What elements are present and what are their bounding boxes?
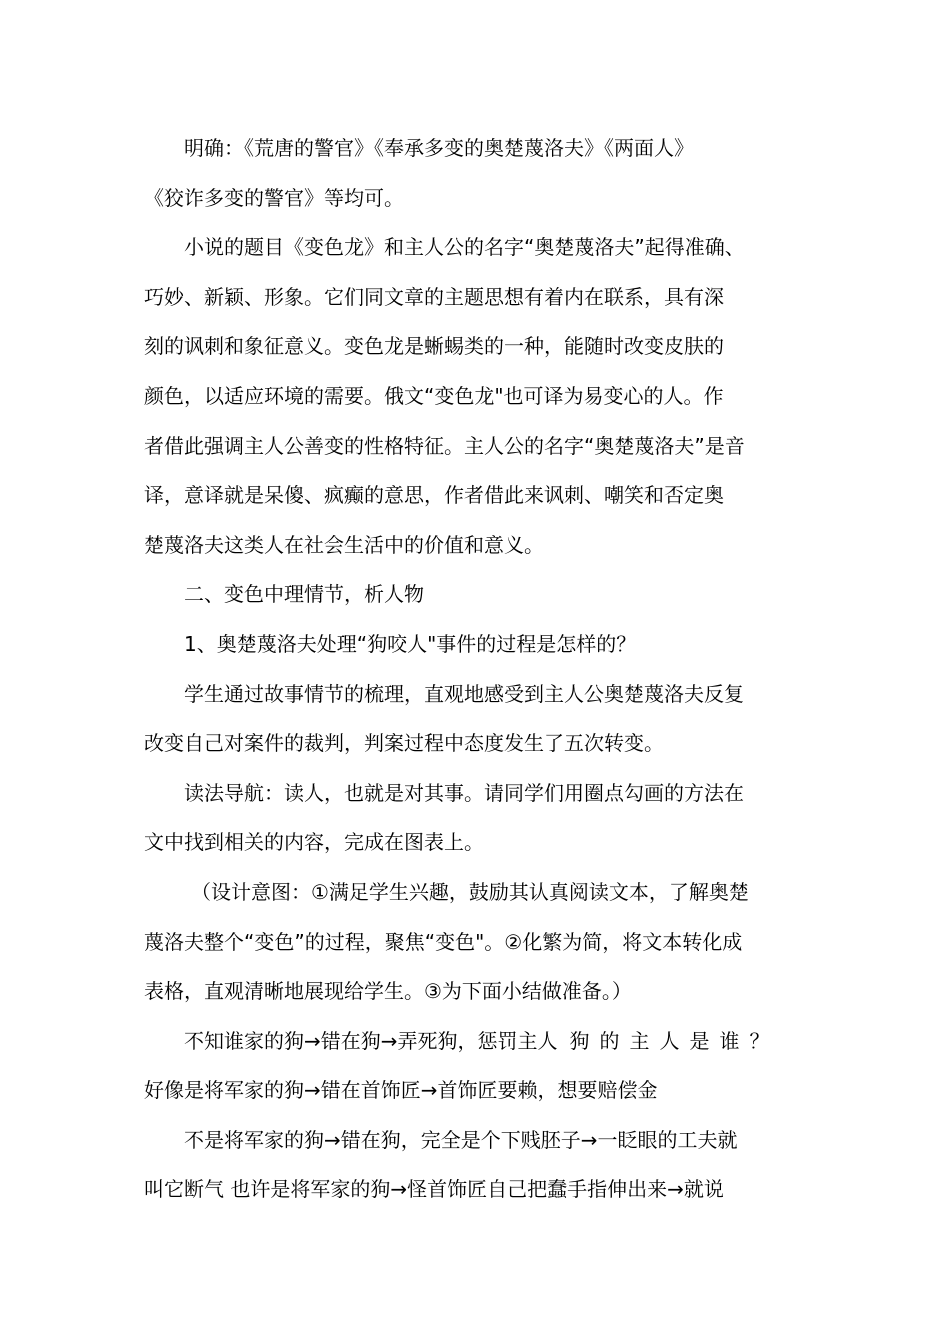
text-line: 者借此强调主人公善变的性格特征。主人公的名字“奥楚蔑洛夫”是音 [144,433,745,458]
paragraph-change-steps-1 [144,1017,808,1116]
text-line: 楚蔑洛夫这类人在社会生活中的价值和意义。 [144,532,544,557]
document-body [144,124,808,1215]
text-line [144,1017,808,1067]
text-line: 改变自己对案件的裁判，判案过程中态度发生了五次转变。 [144,731,664,756]
text-line: 好像是将军家的狗→错在首饰匠→首饰匠要赖，想要赔偿金 [144,1078,658,1103]
text-line: 二、变色中理情节，析人物 [184,582,424,607]
paragraph-design-intent [144,868,808,1017]
paragraph-answer [144,124,808,223]
text-line: 学生通过故事情节的梳理，直观地感受到主人公奥楚蔑洛夫反复 [184,681,744,706]
text-line: 巧妙、新颖、形象。它们同文章的主题思想有着内在联系，具有深 [144,284,724,309]
text-line: 《狡诈多变的警官》等均可。 [144,185,404,210]
text-line: 文中找到相关的内容，完成在图表上。 [144,830,484,855]
question-whose-dog: 狗的主人是谁？ [569,1028,780,1053]
paragraph-title-meaning [144,223,808,570]
text-line: 蔑洛夫整个“变色”的过程，聚焦“变色"。②化繁为简，将文本转化成 [144,929,743,954]
text-line: 不是将军家的狗→错在狗，完全是个下贱胚子→一眨眼的工夫就 [184,1127,738,1152]
text-line: 颜色，以适应环境的需要。俄文“变色龙"也可译为易变心的人。作 [144,383,724,408]
text-line: 1、奥楚蔑洛夫处理“狗咬人"事件的过程是怎样的？ [184,631,637,656]
text-line: （设计意图：①满足学生兴趣，鼓励其认真阅读文本，了解奥楚 [191,879,749,904]
text-line: 表格，直观清晰地展现给学生。③为下面小结做准备。） [144,979,632,1004]
text-segment: 不知谁家的狗→错在狗→弄死狗，惩罚主人 [184,1028,558,1053]
text-line: 明确：《荒唐的警官》《奉承多变的奥楚蔑洛夫》《两面人》 [184,136,694,160]
paragraph-reading-guide [144,769,808,868]
question-heading [144,620,808,670]
paragraph-change-steps-2 [144,1116,808,1215]
paragraph-plot [144,670,808,769]
text-line: 叫它断气 也许是将军家的狗→怪首饰匠自己把蠢手指伸出来→就说 [144,1177,724,1202]
text-line: 译，意译就是呆傻、疯癫的意思，作者借此来讽刺、嘲笑和否定奥 [144,483,724,508]
section-heading [144,570,808,620]
text-line: 刻的讽刺和象征意义。变色龙是蜥蜴类的一种，能随时改变皮肤的 [144,334,724,359]
text-line: 读法导航：读人，也就是对其事。请同学们用圈点勾画的方法在 [184,780,744,805]
text-line: 小说的题目《变色龙》和主人公的名字“奥楚蔑洛夫”起得准确、 [184,235,745,260]
